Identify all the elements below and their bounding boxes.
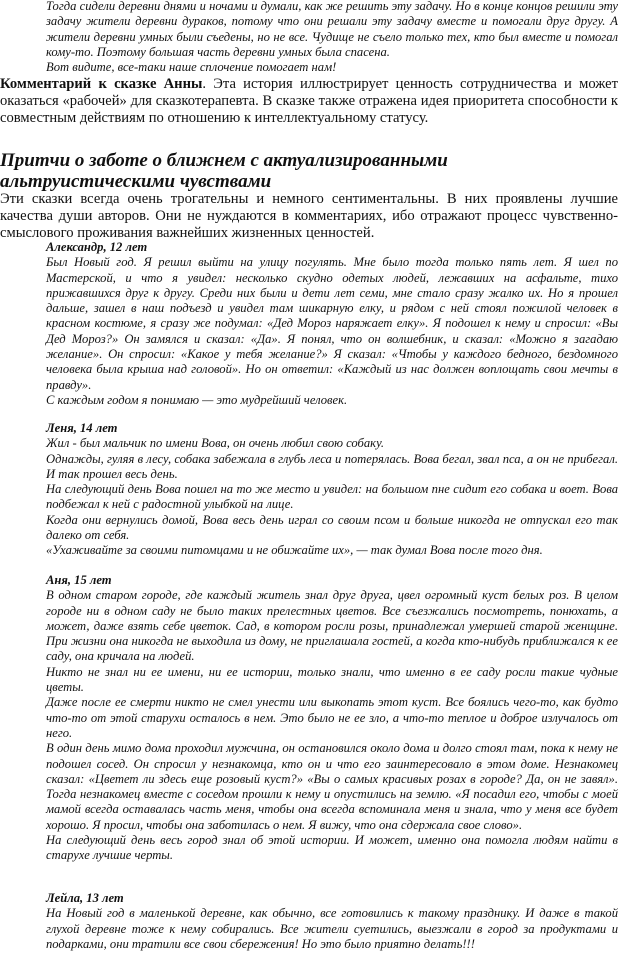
story-paragraph: На следующий день Вова пошел на то же место и увидел: на большом пне сидит его собака и воет. Вова подбежал к ней с радостной улыбкой на лице. <box>46 482 618 512</box>
story-paragraph: В одном старом городе, где каждый житель знал друг друга, цвел огромный куст белых роз. В целом городе ни в одном саду не было таких прелестных цветов. Все съезжались посмотреть, понюхать, а может, даже взять себе цветок. Сад, в котором росли розы, принадлежал умершей старой женщине. При жизни она никогда не выходила из дому, не приглашала гостей, а когда кто-нибудь приближался к ее саду, она кричала на людей. <box>46 588 618 664</box>
story-aleksandr <box>0 240 618 408</box>
story-author: Аня, 15 лет <box>46 573 112 587</box>
story-author: Леня, 14 лет <box>46 421 118 435</box>
story-paragraph: На следующий день весь город знал об этой истории. И может, именно она помогла людям найти в старухе лучшие черты. <box>46 833 618 863</box>
story-paragraph: На Новый год в маленькой деревне, как обычно, все готовились к такому празднику. И даже в такой глухой деревне тоже к нему собирались. Все жители суетились, выезжали в город за продуктами и подарками, они тратили все свои сбережения! Но это было приятно делать!!! <box>46 906 618 951</box>
story-paragraph: Жил - был мальчик по имени Вова, он очень любил свою собаку. <box>46 436 385 451</box>
intro-story <box>0 0 618 75</box>
intro-story-paragraph: Вот видите, все-таки наше сплочение помогает нам! <box>46 60 337 75</box>
story-author: Лейла, 13 лет <box>46 891 124 905</box>
intro-story-paragraph: Тогда сидели деревни днями и ночами и думали, как же решить эту задачу. Но в конце концов решили эту задачу жители деревни дураков, потому что они решали эту задачу вместе и помогали друг другу. А жители деревни умных были съедены, но не все. Чудище не съело только тех, кто был вместе и помогал кому-то. Поэтому большая часть деревни умных была спасена. <box>46 0 618 59</box>
story-paragraph: «Ухаживайте за своими питомцами и не обижайте их», — так думал Вова после того дня. <box>46 543 543 558</box>
comment-paragraph <box>0 76 618 127</box>
story-paragraph: С каждым годом я понимаю — это мудрейший человек. <box>46 392 348 407</box>
story-paragraph: Никто не знал ни ее имени, ни ее истории, только знали, что именно в ее саду росли такие чудные цветы. <box>46 664 618 695</box>
comment-label: Комментарий к сказке Анны <box>0 76 203 92</box>
story-leila <box>0 891 618 952</box>
story-paragraph: Даже после ее смерти никто не смел унести или выкопать этот куст. Все боялись чего-то, как будто что-то от этой старухи осталось в нем. Это было не ее зло, а что-то теплое и доброе излучалось от него. <box>46 695 618 740</box>
story-paragraph: В один день мимо дома проходил мужчина, он остановился около дома и долго стоял там, пока к нему не подошел сосед. Он спросил у незнакомца, кто он и что его заинтересовало в этом доме. Незнакомец сказал: «Цветет ли здесь еще розовый куст?» «Вы о самых красивых розах в городе? Да, он не завял». Тогда незнакомец вместе с соседом прошли к нему и опустились на землю. «Я посадил его, чтобы с моей мамой всегда оставалась часть меня, чтобы она всегда вспоминала меня и знала, что у меня все будет хорошо. Я просил, чтобы она заботилась о нем. Я вижу, что она сдержала свое слово». <box>46 741 618 832</box>
story-author: Александр, 12 лет <box>46 240 148 254</box>
section-intro: Эти сказки всегда очень трогательны и немного сентиментальны. В них проявлены лучшие качества души авторов. Они не нуждаются в комментариях, ибо отражают процесс чувственно-смыслового проживания важнейших жизненных ценностей. <box>0 191 618 241</box>
story-paragraph: Однажды, гуляя в лесу, собака забежала в глубь леса и потерялась. Вова бегал, звал пса, а он не прибегал. И так прошел весь день. <box>46 451 618 481</box>
story-anya <box>0 573 618 864</box>
story-paragraph: Когда они вернулись домой, Вова весь день играл со своим псом и больше никогда не отпускал его так далеко от себя. <box>46 512 618 543</box>
section-title: Притчи о заботе о ближнем с актуализированными альтруистическими чувствами <box>0 150 448 192</box>
story-lenya <box>0 421 618 559</box>
comment-text: . Эта история иллюстрирует ценность сотрудничества и может оказаться «рабочей» для сказкотерапевта. В сказке также отражена идея приоритета способности к совместным действиям по отношению к интеллектуальному статусу. <box>0 76 618 126</box>
story-paragraph: Был Новый год. Я решил выйти на улицу погулять. Мне было тогда только пять лет. Я шел по Мастерской, и что я увидел: несколько скудно одетых людей, лежавших на асфальте, тихо прижавшихся друг к другу. Среди них были и дети лет семи, мне стало сразу жалко их. Но я прошел дальше, зашел в наш подъезд и увидел там шикарную елку, и рядом с ней стоял пожилой человек в красном костюме, я сразу же подумал: «Дед Мороз наряжает елку». Я подошел к нему и спросил: «Вы Дед Мороз?» Он замялся и сказал: «Да». Я понял, что он волшебник, и сказал: «Можно я загадаю желание». Он спросил: «Какое у тебя желание?» Я сказал: «Чтобы у каждого бедного, бездомного человека была крыша над головой». Но он ответил: «Каждый из нас должен воплощать свои мечты в правду». <box>46 255 618 392</box>
